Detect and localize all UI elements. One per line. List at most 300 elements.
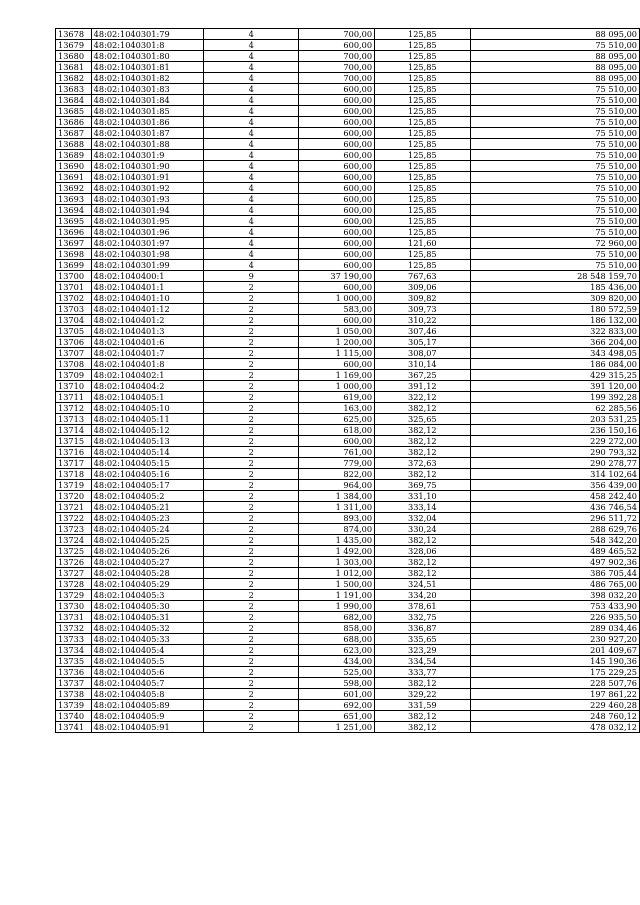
table-row	[56, 414, 640, 425]
table-row	[56, 403, 640, 414]
table-row	[56, 425, 640, 436]
category-code-cell: 2	[204, 359, 299, 370]
cadastral-value-cell: 75 510,00	[470, 40, 639, 51]
category-code-cell: 2	[204, 491, 299, 502]
cadastral-number-cell: 48:02:1040301:96	[91, 227, 204, 238]
cadastral-number-cell: 48:02:1040301:8	[91, 40, 204, 51]
cadastral-number-cell: 48:02:1040405:14	[91, 447, 204, 458]
row-number-cell: 13693	[56, 194, 92, 205]
cadastral-value-cell: 229 272,00	[470, 436, 639, 447]
cadastral-number-cell: 48:02:1040301:88	[91, 139, 204, 150]
category-code-cell: 4	[204, 117, 299, 128]
area-value-cell: 163,00	[299, 403, 375, 414]
cadastral-value-cell: 429 315,25	[470, 370, 639, 381]
row-number-cell: 13696	[56, 227, 92, 238]
category-code-cell: 2	[204, 645, 299, 656]
cadastral-number-cell: 48:02:1040301:98	[91, 249, 204, 260]
cadastral-number-cell: 48:02:1040405:27	[91, 557, 204, 568]
table-row	[56, 568, 640, 579]
row-number-cell: 13740	[56, 711, 92, 722]
specific-value-cell: 125,85	[375, 73, 471, 84]
cadastral-number-cell: 48:02:1040405:2	[91, 491, 204, 502]
cadastral-number-cell: 48:02:1040405:31	[91, 612, 204, 623]
cadastral-number-cell: 48:02:1040301:84	[91, 95, 204, 106]
specific-value-cell: 382,12	[375, 447, 471, 458]
row-number-cell: 13681	[56, 62, 92, 73]
table-row	[56, 293, 640, 304]
row-number-cell: 13687	[56, 128, 92, 139]
table-row	[56, 348, 640, 359]
category-code-cell: 4	[204, 29, 299, 40]
specific-value-cell: 125,85	[375, 84, 471, 95]
area-value-cell: 600,00	[299, 117, 375, 128]
cadastral-number-cell: 48:02:1040301:95	[91, 216, 204, 227]
area-value-cell: 1 990,00	[299, 601, 375, 612]
specific-value-cell: 125,85	[375, 106, 471, 117]
cadastral-value-cell: 486 765,00	[470, 579, 639, 590]
area-value-cell: 682,00	[299, 612, 375, 623]
cadastral-value-cell: 88 095,00	[470, 62, 639, 73]
specific-value-cell: 305,17	[375, 337, 471, 348]
category-code-cell: 2	[204, 546, 299, 557]
cadastral-value-cell: 75 510,00	[470, 117, 639, 128]
category-code-cell: 2	[204, 392, 299, 403]
category-code-cell: 2	[204, 590, 299, 601]
specific-value-cell: 125,85	[375, 161, 471, 172]
row-number-cell: 13731	[56, 612, 92, 623]
table-row	[56, 227, 640, 238]
specific-value-cell: 121,60	[375, 238, 471, 249]
table-row	[56, 359, 640, 370]
row-number-cell: 13713	[56, 414, 92, 425]
row-number-cell: 13680	[56, 51, 92, 62]
cadastral-value-cell: 478 032,12	[470, 722, 639, 733]
table-row	[56, 612, 640, 623]
specific-value-cell: 382,12	[375, 535, 471, 546]
row-number-cell: 13701	[56, 282, 92, 293]
area-value-cell: 1 169,00	[299, 370, 375, 381]
cadastral-value-cell: 236 150,16	[470, 425, 639, 436]
specific-value-cell: 372,63	[375, 458, 471, 469]
cadastral-value-cell: 75 510,00	[470, 106, 639, 117]
category-code-cell: 4	[204, 161, 299, 172]
category-code-cell: 2	[204, 436, 299, 447]
category-code-cell: 4	[204, 84, 299, 95]
cadastral-number-cell: 48:02:1040405:8	[91, 689, 204, 700]
cadastral-value-cell: 289 034,46	[470, 623, 639, 634]
cadastral-number-cell: 48:02:1040405:16	[91, 469, 204, 480]
area-value-cell: 619,00	[299, 392, 375, 403]
table-row	[56, 645, 640, 656]
specific-value-cell: 309,82	[375, 293, 471, 304]
row-number-cell: 13716	[56, 447, 92, 458]
row-number-cell: 13722	[56, 513, 92, 524]
area-value-cell: 779,00	[299, 458, 375, 469]
cadastral-value-cell: 88 095,00	[470, 51, 639, 62]
cadastral-value-cell: 230 927,20	[470, 634, 639, 645]
table-row	[56, 40, 640, 51]
row-number-cell: 13698	[56, 249, 92, 260]
cadastral-value-cell: 75 510,00	[470, 150, 639, 161]
cadastral-number-cell: 48:02:1040301:82	[91, 73, 204, 84]
cadastral-value-cell: 62 285,56	[470, 403, 639, 414]
category-code-cell: 2	[204, 689, 299, 700]
row-number-cell: 13682	[56, 73, 92, 84]
category-code-cell: 2	[204, 414, 299, 425]
table-row	[56, 337, 640, 348]
category-code-cell: 4	[204, 106, 299, 117]
category-code-cell: 2	[204, 315, 299, 326]
row-number-cell: 13707	[56, 348, 92, 359]
specific-value-cell: 125,85	[375, 183, 471, 194]
cadastral-number-cell: 48:02:1040405:30	[91, 601, 204, 612]
cadastral-number-cell: 48:02:1040301:90	[91, 161, 204, 172]
row-number-cell: 13691	[56, 172, 92, 183]
area-value-cell: 600,00	[299, 95, 375, 106]
specific-value-cell: 323,29	[375, 645, 471, 656]
cadastral-number-cell: 48:02:1040405:4	[91, 645, 204, 656]
area-value-cell: 623,00	[299, 645, 375, 656]
table-row	[56, 458, 640, 469]
area-value-cell: 625,00	[299, 414, 375, 425]
table-row	[56, 29, 640, 40]
cadastral-value-cell: 248 760,12	[470, 711, 639, 722]
cadastral-number-cell: 48:02:1040405:12	[91, 425, 204, 436]
category-code-cell: 2	[204, 601, 299, 612]
table-row	[56, 667, 640, 678]
specific-value-cell: 331,59	[375, 700, 471, 711]
category-code-cell: 2	[204, 513, 299, 524]
area-value-cell: 1 251,00	[299, 722, 375, 733]
cadastral-number-cell: 48:02:1040401:3	[91, 326, 204, 337]
row-number-cell: 13699	[56, 260, 92, 271]
cadastral-value-cell: 88 095,00	[470, 29, 639, 40]
cadastral-value-cell: 75 510,00	[470, 205, 639, 216]
cadastral-value-table	[55, 28, 640, 733]
table-row	[56, 524, 640, 535]
area-value-cell: 600,00	[299, 359, 375, 370]
table-row	[56, 205, 640, 216]
row-number-cell: 13689	[56, 150, 92, 161]
row-number-cell: 13692	[56, 183, 92, 194]
row-number-cell: 13686	[56, 117, 92, 128]
table-row	[56, 436, 640, 447]
table-row	[56, 557, 640, 568]
specific-value-cell: 332,04	[375, 513, 471, 524]
table-row	[56, 172, 640, 183]
cadastral-value-cell: 290 278,77	[470, 458, 639, 469]
table-row	[56, 601, 640, 612]
table-row	[56, 590, 640, 601]
specific-value-cell: 324,51	[375, 579, 471, 590]
specific-value-cell: 378,61	[375, 601, 471, 612]
cadastral-number-cell: 48:02:1040301:92	[91, 183, 204, 194]
table-row	[56, 139, 640, 150]
cadastral-number-cell: 48:02:1040401:12	[91, 304, 204, 315]
area-value-cell: 1 435,00	[299, 535, 375, 546]
cadastral-number-cell: 48:02:1040405:23	[91, 513, 204, 524]
cadastral-value-cell: 72 960,00	[470, 238, 639, 249]
row-number-cell: 13694	[56, 205, 92, 216]
table-row	[56, 722, 640, 733]
table-row	[56, 161, 640, 172]
specific-value-cell: 335,65	[375, 634, 471, 645]
cadastral-value-cell: 290 793,32	[470, 447, 639, 458]
area-value-cell: 692,00	[299, 700, 375, 711]
table-row	[56, 535, 640, 546]
table-row	[56, 128, 640, 139]
specific-value-cell: 309,73	[375, 304, 471, 315]
category-code-cell: 2	[204, 612, 299, 623]
area-value-cell: 600,00	[299, 139, 375, 150]
category-code-cell: 2	[204, 502, 299, 513]
area-value-cell: 1 191,00	[299, 590, 375, 601]
cadastral-number-cell: 48:02:1040301:85	[91, 106, 204, 117]
category-code-cell: 2	[204, 623, 299, 634]
category-code-cell: 2	[204, 337, 299, 348]
cadastral-number-cell: 48:02:1040405:26	[91, 546, 204, 557]
specific-value-cell: 125,85	[375, 172, 471, 183]
cadastral-number-cell: 48:02:1040405:1	[91, 392, 204, 403]
cadastral-value-cell: 489 465,52	[470, 546, 639, 557]
table-row	[56, 51, 640, 62]
row-number-cell: 13725	[56, 546, 92, 557]
specific-value-cell: 382,12	[375, 568, 471, 579]
specific-value-cell: 125,85	[375, 216, 471, 227]
cadastral-value-cell: 180 572,59	[470, 304, 639, 315]
row-number-cell: 13685	[56, 106, 92, 117]
cadastral-number-cell: 48:02:1040405:91	[91, 722, 204, 733]
category-code-cell: 2	[204, 447, 299, 458]
area-value-cell: 700,00	[299, 51, 375, 62]
specific-value-cell: 308,07	[375, 348, 471, 359]
category-code-cell: 2	[204, 678, 299, 689]
cadastral-value-cell: 75 510,00	[470, 139, 639, 150]
category-code-cell: 2	[204, 535, 299, 546]
cadastral-value-cell: 75 510,00	[470, 84, 639, 95]
cadastral-number-cell: 48:02:1040405:9	[91, 711, 204, 722]
table-row	[56, 513, 640, 524]
cadastral-number-cell: 48:02:1040301:87	[91, 128, 204, 139]
cadastral-value-cell: 185 436,00	[470, 282, 639, 293]
table-row	[56, 183, 640, 194]
table-row	[56, 634, 640, 645]
cadastral-value-cell: 75 510,00	[470, 172, 639, 183]
category-code-cell: 4	[204, 194, 299, 205]
specific-value-cell: 125,85	[375, 249, 471, 260]
specific-value-cell: 310,22	[375, 315, 471, 326]
cadastral-value-cell: 75 510,00	[470, 260, 639, 271]
table-row	[56, 84, 640, 95]
row-number-cell: 13678	[56, 29, 92, 40]
row-number-cell: 13733	[56, 634, 92, 645]
cadastral-number-cell: 48:02:1040301:97	[91, 238, 204, 249]
cadastral-number-cell: 48:02:1040400:1	[91, 271, 204, 282]
category-code-cell: 2	[204, 370, 299, 381]
category-code-cell: 2	[204, 425, 299, 436]
specific-value-cell: 331,10	[375, 491, 471, 502]
specific-value-cell: 325,65	[375, 414, 471, 425]
cadastral-number-cell: 48:02:1040401:1	[91, 282, 204, 293]
table-row	[56, 381, 640, 392]
area-value-cell: 1 012,00	[299, 568, 375, 579]
cadastral-value-cell: 753 433,90	[470, 601, 639, 612]
specific-value-cell: 328,06	[375, 546, 471, 557]
cadastral-number-cell: 48:02:1040405:25	[91, 535, 204, 546]
row-number-cell: 13728	[56, 579, 92, 590]
row-number-cell: 13719	[56, 480, 92, 491]
category-code-cell: 4	[204, 183, 299, 194]
table-row	[56, 73, 640, 84]
cadastral-value-cell: 175 229,25	[470, 667, 639, 678]
category-code-cell: 2	[204, 348, 299, 359]
specific-value-cell: 382,12	[375, 722, 471, 733]
area-value-cell: 600,00	[299, 128, 375, 139]
cadastral-value-cell: 288 629,76	[470, 524, 639, 535]
area-value-cell: 1 384,00	[299, 491, 375, 502]
row-number-cell: 13704	[56, 315, 92, 326]
area-value-cell: 600,00	[299, 227, 375, 238]
specific-value-cell: 382,12	[375, 436, 471, 447]
cadastral-number-cell: 48:02:1040405:21	[91, 502, 204, 513]
cadastral-value-cell: 314 102,64	[470, 469, 639, 480]
area-value-cell: 600,00	[299, 183, 375, 194]
cadastral-number-cell: 48:02:1040405:6	[91, 667, 204, 678]
cadastral-value-cell: 366 204,00	[470, 337, 639, 348]
cadastral-number-cell: 48:02:1040301:86	[91, 117, 204, 128]
cadastral-number-cell: 48:02:1040405:5	[91, 656, 204, 667]
cadastral-value-cell: 309 820,00	[470, 293, 639, 304]
table-row	[56, 304, 640, 315]
table-row	[56, 700, 640, 711]
specific-value-cell: 125,85	[375, 150, 471, 161]
row-number-cell: 13712	[56, 403, 92, 414]
table-row	[56, 260, 640, 271]
cadastral-number-cell: 48:02:1040301:91	[91, 172, 204, 183]
area-value-cell: 1 050,00	[299, 326, 375, 337]
cadastral-value-cell: 145 190,36	[470, 656, 639, 667]
cadastral-number-cell: 48:02:1040405:17	[91, 480, 204, 491]
row-number-cell: 13720	[56, 491, 92, 502]
cadastral-value-cell: 75 510,00	[470, 95, 639, 106]
cadastral-number-cell: 48:02:1040401:7	[91, 348, 204, 359]
cadastral-number-cell: 48:02:1040405:33	[91, 634, 204, 645]
area-value-cell: 600,00	[299, 249, 375, 260]
row-number-cell: 13726	[56, 557, 92, 568]
cadastral-number-cell: 48:02:1040301:80	[91, 51, 204, 62]
specific-value-cell: 367,25	[375, 370, 471, 381]
cadastral-value-cell: 228 507,76	[470, 678, 639, 689]
cadastral-number-cell: 48:02:1040301:93	[91, 194, 204, 205]
area-value-cell: 600,00	[299, 106, 375, 117]
table-row	[56, 326, 640, 337]
table-row	[56, 678, 640, 689]
row-number-cell: 13734	[56, 645, 92, 656]
area-value-cell: 600,00	[299, 282, 375, 293]
cadastral-value-cell: 75 510,00	[470, 216, 639, 227]
cadastral-number-cell: 48:02:1040301:9	[91, 150, 204, 161]
cadastral-value-cell: 458 242,40	[470, 491, 639, 502]
specific-value-cell: 125,85	[375, 40, 471, 51]
table-row	[56, 579, 640, 590]
table-row	[56, 447, 640, 458]
table-row	[56, 150, 640, 161]
specific-value-cell: 125,85	[375, 227, 471, 238]
area-value-cell: 434,00	[299, 656, 375, 667]
area-value-cell: 600,00	[299, 315, 375, 326]
area-value-cell: 1 311,00	[299, 502, 375, 513]
category-code-cell: 4	[204, 249, 299, 260]
row-number-cell: 13706	[56, 337, 92, 348]
cadastral-value-cell: 197 861,22	[470, 689, 639, 700]
area-value-cell: 1 000,00	[299, 293, 375, 304]
area-value-cell: 600,00	[299, 172, 375, 183]
cadastral-number-cell: 48:02:1040404:2	[91, 381, 204, 392]
row-number-cell: 13714	[56, 425, 92, 436]
table-body	[56, 29, 640, 733]
specific-value-cell: 309,06	[375, 282, 471, 293]
table-row	[56, 194, 640, 205]
row-number-cell: 13715	[56, 436, 92, 447]
area-value-cell: 601,00	[299, 689, 375, 700]
cadastral-value-cell: 75 510,00	[470, 249, 639, 260]
row-number-cell: 13717	[56, 458, 92, 469]
area-value-cell: 700,00	[299, 29, 375, 40]
specific-value-cell: 332,75	[375, 612, 471, 623]
specific-value-cell: 125,85	[375, 51, 471, 62]
area-value-cell: 525,00	[299, 667, 375, 678]
row-number-cell: 13711	[56, 392, 92, 403]
area-value-cell: 1 200,00	[299, 337, 375, 348]
area-value-cell: 618,00	[299, 425, 375, 436]
category-code-cell: 2	[204, 524, 299, 535]
category-code-cell: 4	[204, 62, 299, 73]
category-code-cell: 4	[204, 128, 299, 139]
area-value-cell: 651,00	[299, 711, 375, 722]
row-number-cell: 13723	[56, 524, 92, 535]
specific-value-cell: 767,63	[375, 271, 471, 282]
specific-value-cell: 125,85	[375, 95, 471, 106]
table-row	[56, 216, 640, 227]
category-code-cell: 2	[204, 711, 299, 722]
table-row	[56, 62, 640, 73]
area-value-cell: 600,00	[299, 150, 375, 161]
specific-value-cell: 382,12	[375, 557, 471, 568]
specific-value-cell: 125,85	[375, 194, 471, 205]
area-value-cell: 1 000,00	[299, 381, 375, 392]
row-number-cell: 13736	[56, 667, 92, 678]
cadastral-number-cell: 48:02:1040401:6	[91, 337, 204, 348]
cadastral-value-cell: 296 511,72	[470, 513, 639, 524]
category-code-cell: 2	[204, 579, 299, 590]
specific-value-cell: 334,54	[375, 656, 471, 667]
row-number-cell: 13741	[56, 722, 92, 733]
row-number-cell: 13738	[56, 689, 92, 700]
category-code-cell: 9	[204, 271, 299, 282]
area-value-cell: 688,00	[299, 634, 375, 645]
cadastral-value-cell: 497 902,36	[470, 557, 639, 568]
area-value-cell: 822,00	[299, 469, 375, 480]
cadastral-value-cell: 226 935,50	[470, 612, 639, 623]
row-number-cell: 13732	[56, 623, 92, 634]
category-code-cell: 2	[204, 656, 299, 667]
specific-value-cell: 125,85	[375, 260, 471, 271]
category-code-cell: 4	[204, 139, 299, 150]
row-number-cell: 13718	[56, 469, 92, 480]
specific-value-cell: 391,12	[375, 381, 471, 392]
specific-value-cell: 382,12	[375, 678, 471, 689]
cadastral-value-cell: 75 510,00	[470, 128, 639, 139]
